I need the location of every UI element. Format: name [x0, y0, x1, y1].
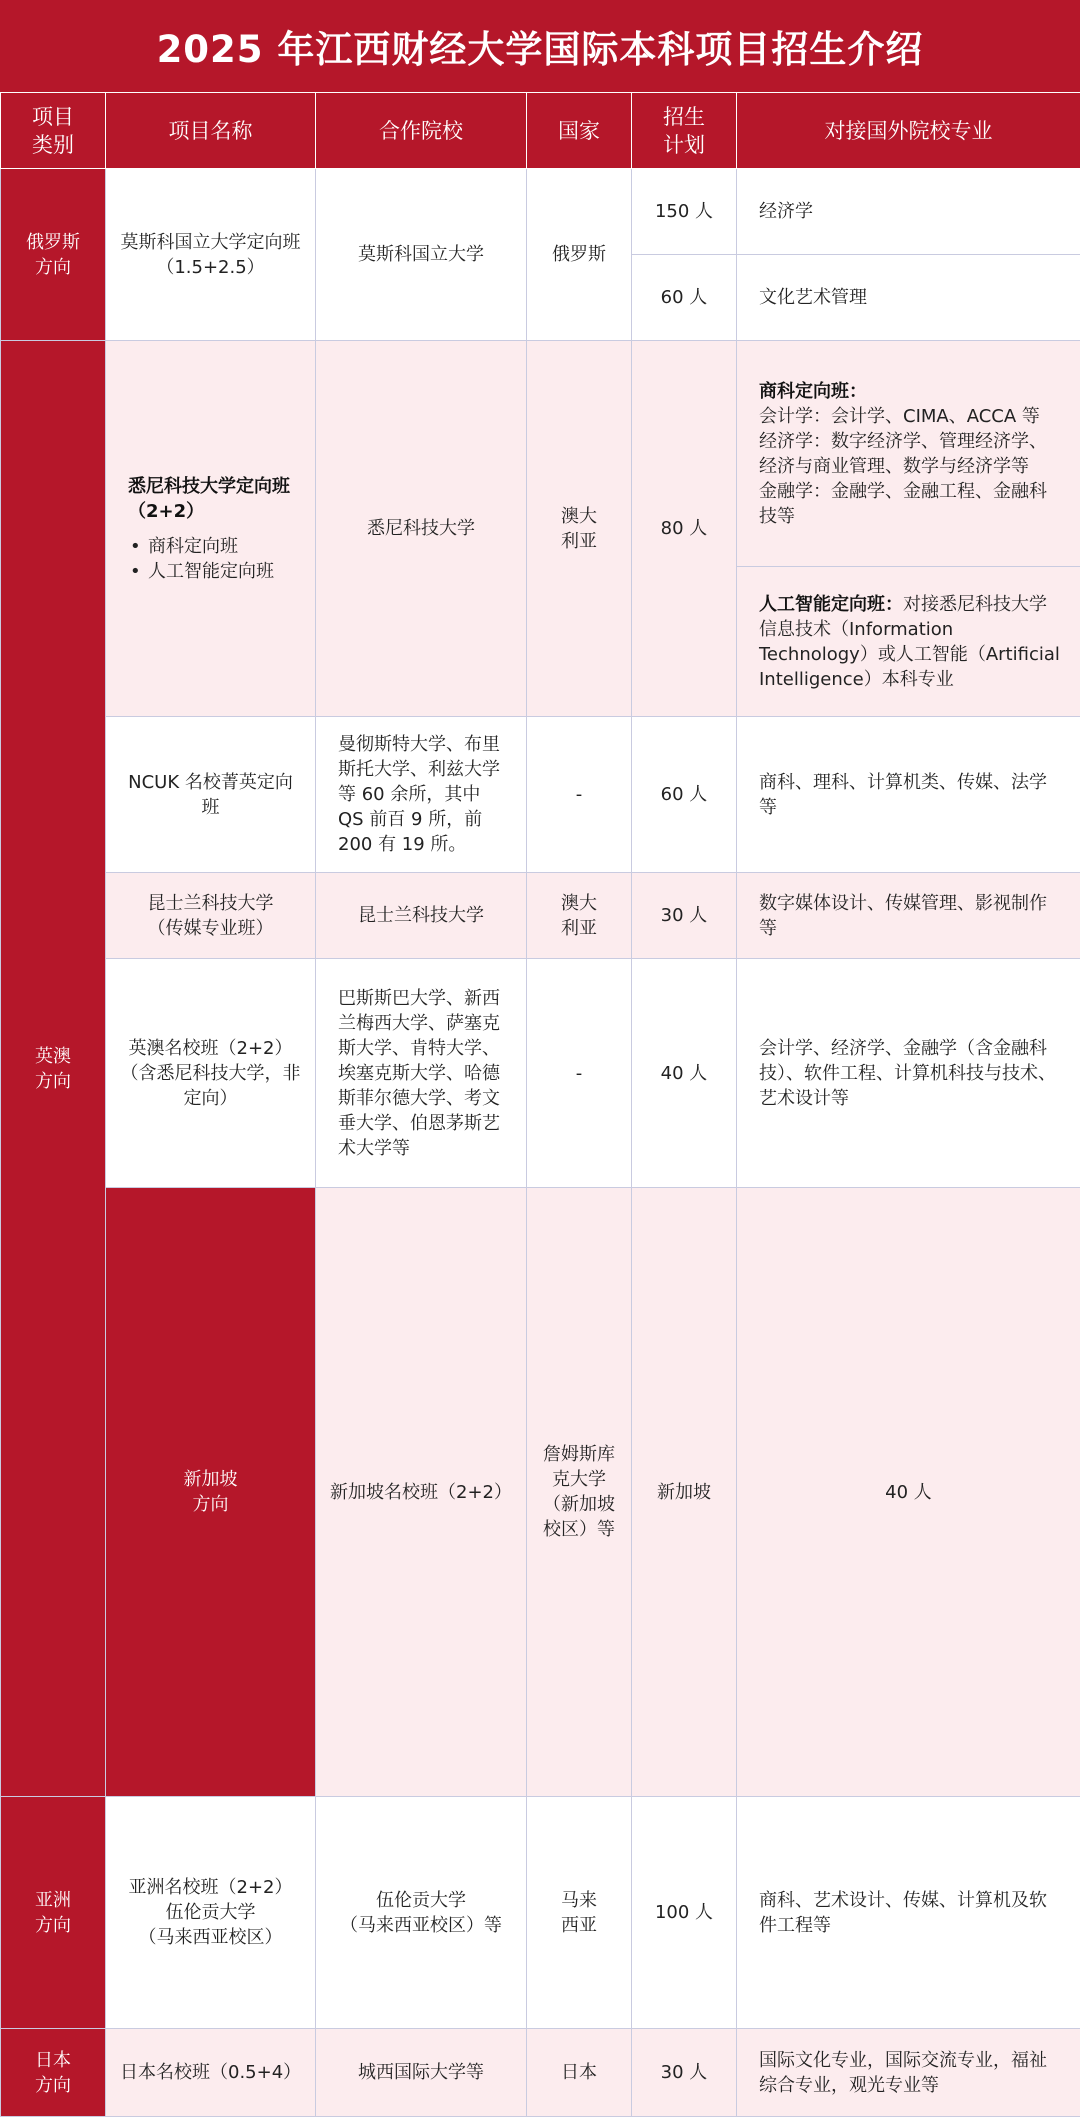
partner-cell: 曼彻斯特大学、布里斯托大学、利兹大学等 60 余所，其中 QS 前百 9 所，前 200 有 19 所。 [316, 717, 527, 873]
table-row [1, 1797, 1080, 2029]
table-row [1, 873, 1080, 959]
admissions-table [0, 92, 1080, 2117]
major-cell: 数字媒体设计、传媒管理、影视制作等 [737, 873, 1080, 959]
category-asia: 亚洲方向 [1, 1797, 106, 2029]
partner-cell: 城西国际大学等 [316, 2029, 527, 2117]
plan-cell: 30 人 [632, 2029, 737, 2117]
project-cell: 昆士兰科技大学 （传媒专业班） [106, 873, 316, 959]
project-cell: 英澳名校班（2+2） （含悉尼科技大学，非定向） [106, 959, 316, 1188]
plan-cell: 30 人 [632, 873, 737, 959]
table-row [1, 2029, 1080, 2117]
plan-cell: 100 人 [632, 1797, 737, 2029]
list-item: • 商科定向班 [148, 534, 297, 559]
category-russia: 俄罗斯方向 [1, 169, 106, 341]
major-cell: 商科、理科、计算机类、传媒、法学等 [737, 717, 1080, 873]
list-item: • 人工智能定向班 [148, 559, 297, 584]
bullet-list [128, 534, 297, 584]
major-cell: 人工智能定向班：对接悉尼科技大学信息技术（Information Technology）或人工智能（Artificial Intelligence）本科专业 [737, 567, 1080, 717]
plan-cell: 40 人 [737, 1188, 1080, 1797]
major-cell: 商科定向班： 会计学：会计学、CIMA、ACCA 等 经济学：数字经济学、管理经济学、经济与商业管理、数学与经济学等 金融学：金融学、金融工程、金融科技等 [737, 341, 1080, 567]
plan-cell: 60 人 [632, 717, 737, 873]
country-cell: 马来西亚 [527, 1797, 632, 2029]
table-row [1, 341, 1080, 567]
category-singapore: 新加坡方向 [106, 1188, 316, 1797]
country-cell: - [527, 959, 632, 1188]
project-cell: 悉尼科技大学定向班（2+2） • 商科定向班 • 人工智能定向班 [106, 341, 316, 717]
major-cell: 文化艺术管理 [737, 255, 1080, 341]
page-title: 2025 年江西财经大学国际本科项目招生介绍 [0, 0, 1080, 92]
plan-cell: 80 人 [632, 341, 737, 717]
table-row [1, 717, 1080, 873]
major-cell: 经济学 [737, 169, 1080, 255]
country-cell: 日本 [527, 2029, 632, 2117]
major-cell: 会计学、经济学、金融学（含金融科技）、软件工程、计算机科技与技术、艺术设计等 [737, 959, 1080, 1188]
partner-cell: 悉尼科技大学 [316, 341, 527, 717]
project-cell: 莫斯科国立大学定向班 （1.5+2.5） [106, 169, 316, 341]
plan-cell: 40 人 [632, 959, 737, 1188]
header-partner: 合作院校 [316, 93, 527, 169]
project-cell: NCUK 名校菁英定向班 [106, 717, 316, 873]
header-country: 国家 [527, 93, 632, 169]
header-project: 项目名称 [106, 93, 316, 169]
country-cell: 俄罗斯 [527, 169, 632, 341]
country-cell: 澳大利亚 [527, 873, 632, 959]
plan-cell: 60 人 [632, 255, 737, 341]
country-cell: 澳大利亚 [527, 341, 632, 717]
project-cell: 新加坡名校班（2+2） [316, 1188, 527, 1797]
partner-cell: 巴斯斯巴大学、新西兰梅西大学、萨塞克斯大学、肯特大学、埃塞克斯大学、哈德斯菲尔德大学、考文垂大学、伯恩茅斯艺术大学等 [316, 959, 527, 1188]
partner-cell: 昆士兰科技大学 [316, 873, 527, 959]
major-cell: 商科、艺术设计、传媒、计算机及软件工程等 [737, 1797, 1080, 2029]
partner-cell: 伍伦贡大学 （马来西亚校区）等 [316, 1797, 527, 2029]
header-category: 项目类别 [1, 93, 106, 169]
table-row [1, 169, 1080, 255]
header-plan: 招生计划 [632, 93, 737, 169]
project-cell: 日本名校班（0.5+4） [106, 2029, 316, 2117]
header-row [1, 93, 1080, 169]
header-majors: 对接国外院校专业 [737, 93, 1080, 169]
partner-cell: 詹姆斯库克大学 （新加坡校区）等 [527, 1188, 632, 1797]
major-cell: 国际文化专业，国际交流专业，福祉综合专业，观光专业等 [737, 2029, 1080, 2117]
category-uk-au: 英澳方向 [1, 341, 106, 1797]
table-row [1, 1188, 1080, 1797]
country-cell: - [527, 717, 632, 873]
project-cell: 亚洲名校班（2+2） 伍伦贡大学 （马来西亚校区） [106, 1797, 316, 2029]
category-japan: 日本方向 [1, 2029, 106, 2117]
country-cell: 新加坡 [632, 1188, 737, 1797]
table-row [1, 959, 1080, 1188]
partner-cell: 莫斯科国立大学 [316, 169, 527, 341]
plan-cell: 150 人 [632, 169, 737, 255]
